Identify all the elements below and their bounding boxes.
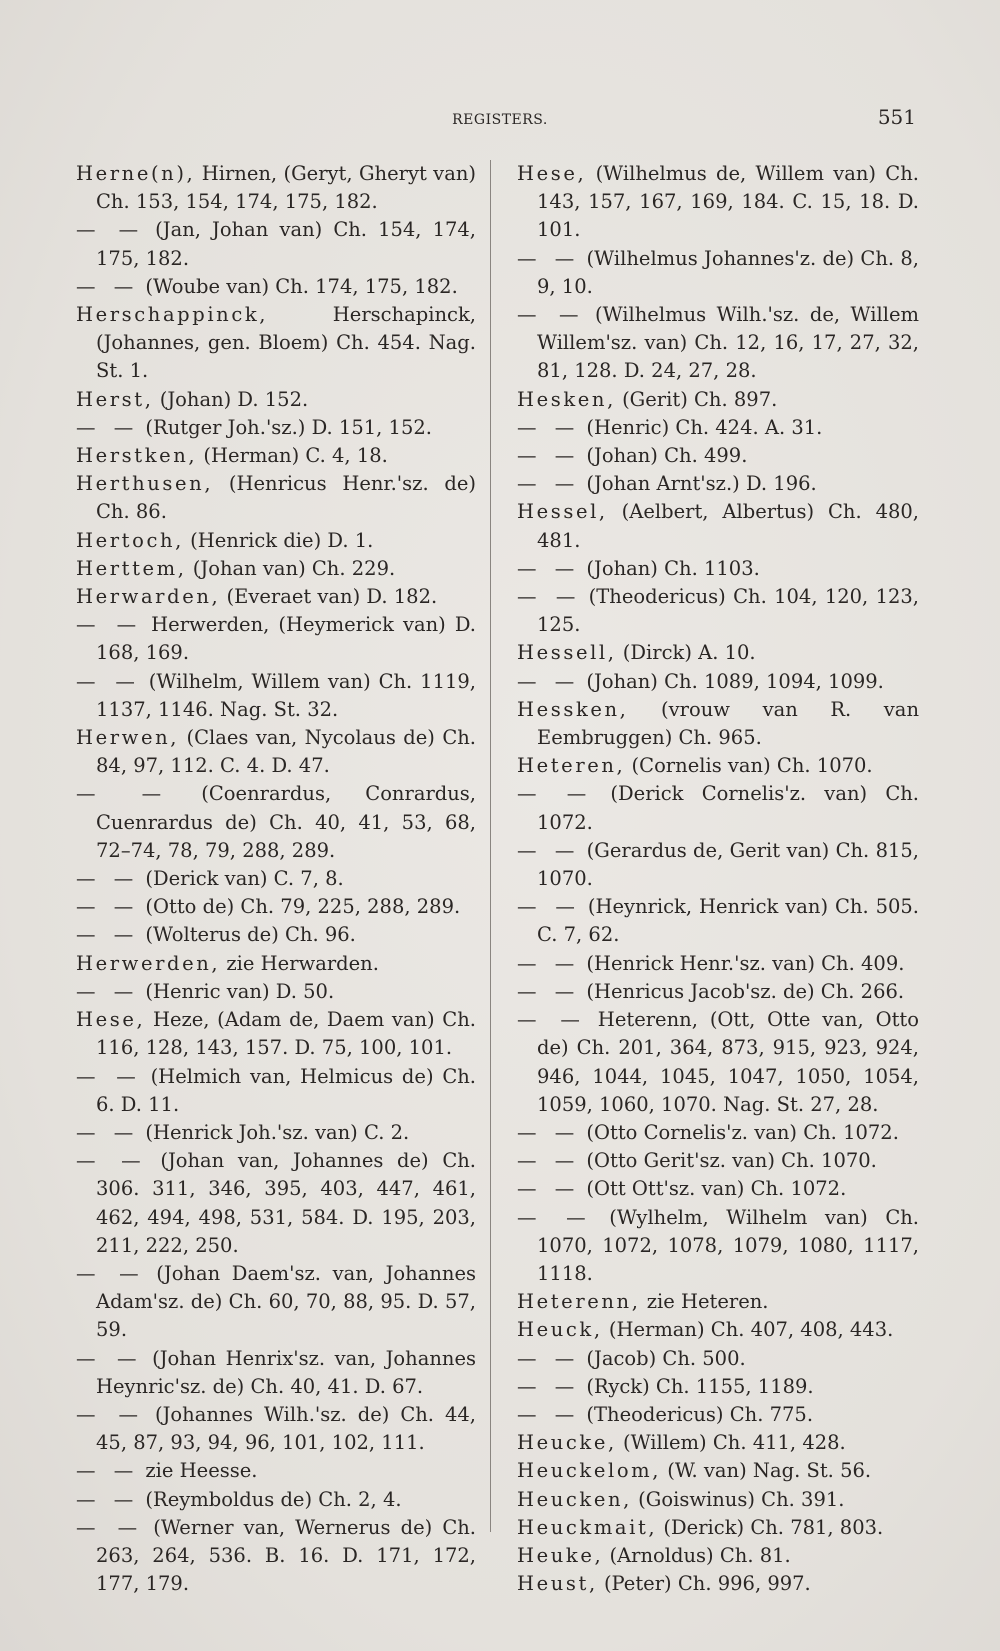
entry-text: (Peter) Ch. 996, 997. bbox=[597, 1572, 811, 1596]
entry-text: (Johannes Wilh.'sz. de) Ch. 44, 45, 87, 93, 94, 96, 101, 102, 111. bbox=[96, 1402, 476, 1455]
index-entry bbox=[517, 498, 919, 554]
entry-text: (Claes van, Nycolaus de) Ch. 84, 97, 112. C. 4. D. 47. bbox=[96, 726, 476, 778]
entry-text: (Reymboldus de) Ch. 2, 4. bbox=[139, 1487, 402, 1511]
index-subentry bbox=[76, 1260, 476, 1345]
index-entry bbox=[76, 386, 476, 414]
index-entry bbox=[76, 724, 476, 780]
index-subentry bbox=[76, 1063, 476, 1119]
entry-text: (Henrick die) D. 1. bbox=[183, 528, 374, 552]
entry-text: (Johan Arnt'sz.) D. 196. bbox=[580, 472, 817, 496]
index-subentry bbox=[76, 1457, 476, 1485]
ditto-dash: — — bbox=[517, 895, 581, 919]
entry-text: Hirnen, (Geryt, Gheryt van) Ch. 153, 154, 174, 175, 182. bbox=[96, 162, 476, 214]
index-entry bbox=[517, 1542, 919, 1570]
index-subentry bbox=[76, 978, 476, 1006]
ditto-dash: — — bbox=[76, 1515, 144, 1539]
entry-text: (Henrick Joh.'sz. van) C. 2. bbox=[139, 1120, 410, 1144]
entry-text: (Ryck) Ch. 1155, 1189. bbox=[580, 1374, 814, 1398]
index-subentry bbox=[517, 301, 919, 386]
entry-text: Herschapinck, (Johannes, gen. Bloem) Ch. 454. Nag. St. 1. bbox=[96, 303, 476, 383]
index-subentry bbox=[517, 1119, 919, 1147]
entry-text: zie Herwarden. bbox=[220, 951, 379, 975]
index-subentry bbox=[517, 245, 919, 301]
index-subentry bbox=[76, 216, 476, 272]
entry-text: (Johan Henrix'sz. van, Johannes Heynric'sz. de) Ch. 40, 41. D. 67. bbox=[96, 1346, 476, 1398]
index-entry bbox=[517, 696, 919, 752]
entry-text: (Gerardus de, Gerit van) Ch. 815, 1070. bbox=[537, 838, 920, 891]
index-subentry bbox=[517, 555, 919, 583]
entry-text: (Goiswinus) Ch. 391. bbox=[631, 1487, 845, 1511]
index-subentry bbox=[517, 837, 919, 893]
entry-surname: Herwerden, bbox=[76, 951, 221, 975]
index-entry bbox=[76, 555, 476, 583]
ditto-dash: — — bbox=[517, 556, 581, 580]
entry-text: (Henric van) D. 50. bbox=[139, 979, 335, 1003]
index-subentry bbox=[76, 1486, 476, 1514]
index-subentry bbox=[517, 893, 919, 949]
running-header: REGISTERS. bbox=[452, 112, 548, 128]
page-number: 551 bbox=[877, 105, 916, 129]
ditto-dash: — — bbox=[76, 979, 140, 1003]
entry-text: (Theodericus) Ch. 104, 120, 123, 125. bbox=[537, 585, 919, 637]
index-entry bbox=[517, 1514, 919, 1542]
index-entry bbox=[76, 442, 476, 470]
entry-surname: Heucke, bbox=[517, 1431, 617, 1455]
ditto-dash: — — bbox=[76, 895, 140, 919]
entry-text: (Derick Cornelis'z. van) Ch. 1072. bbox=[537, 782, 919, 834]
ditto-dash: — — bbox=[517, 979, 581, 1003]
index-subentry bbox=[76, 414, 476, 442]
entry-text: (Arnoldus) Ch. 81. bbox=[603, 1543, 791, 1567]
index-subentry bbox=[76, 611, 476, 667]
entry-text: (Wilhelmus Wilh.'sz. de, Willem Willem'sz. van) Ch. 12, 16, 17, 27, 32, 81, 128. D. 24, 27, 28. bbox=[537, 303, 919, 383]
ditto-dash: — — bbox=[76, 782, 168, 806]
index-entry bbox=[517, 1288, 919, 1316]
entry-surname: Herwen, bbox=[76, 726, 180, 750]
index-subentry bbox=[517, 668, 919, 696]
entry-surname: Heust, bbox=[517, 1572, 598, 1596]
index-entry bbox=[517, 1457, 919, 1485]
entry-text: (Wolterus de) Ch. 96. bbox=[139, 923, 356, 947]
index-subentry bbox=[517, 1373, 919, 1401]
index-subentry bbox=[76, 893, 476, 921]
entry-text: (Derick van) C. 7, 8. bbox=[139, 867, 344, 891]
entry-text: (Herman) Ch. 407, 408, 443. bbox=[602, 1318, 894, 1342]
ditto-dash: — — bbox=[76, 1459, 140, 1483]
entry-surname: Herstken, bbox=[76, 444, 198, 468]
entry-text: (Derick) Ch. 781, 803. bbox=[657, 1515, 884, 1539]
entry-text: (Aelbert, Albertus) Ch. 480, 481. bbox=[537, 500, 919, 552]
entry-text: (Johan van) Ch. 229. bbox=[186, 556, 396, 580]
index-entry bbox=[76, 160, 476, 216]
index-subentry bbox=[517, 950, 919, 978]
ditto-dash: — — bbox=[76, 218, 145, 242]
entry-text: (Dirck) A. 10. bbox=[616, 641, 756, 665]
entry-text: (Henricus Henr.'sz. de) Ch. 86. bbox=[96, 472, 476, 524]
entry-text: (Jan, Johan van) Ch. 154, 174, 175, 182. bbox=[96, 218, 477, 270]
index-subentry bbox=[76, 1147, 476, 1260]
ditto-dash: — — bbox=[517, 415, 581, 439]
entry-text: (Johan) Ch. 499. bbox=[580, 444, 748, 468]
index-entry bbox=[517, 1570, 919, 1598]
ditto-dash: — — bbox=[76, 613, 143, 637]
entry-text: Heze, (Adam de, Daem van) Ch. 116, 128, 143, 157. D. 75, 100, 101. bbox=[96, 1008, 476, 1060]
entry-text: (Wilhelmus de, Willem van) Ch. 143, 157, 167, 169, 184. C. 15, 18. D. 101. bbox=[537, 162, 919, 242]
index-subentry bbox=[76, 780, 476, 865]
ditto-dash: — — bbox=[76, 1487, 140, 1511]
ditto-dash: — — bbox=[517, 951, 581, 975]
entry-surname: Heuckelom, bbox=[517, 1459, 662, 1483]
index-subentry bbox=[517, 1006, 919, 1119]
index-entry bbox=[517, 160, 919, 245]
entry-surname: Hessel, bbox=[517, 500, 608, 524]
index-subentry bbox=[76, 1401, 476, 1457]
index-entry bbox=[76, 583, 476, 611]
ditto-dash: — — bbox=[76, 923, 140, 947]
entry-surname: Heterenn, bbox=[517, 1290, 641, 1314]
ditto-dash: — — bbox=[517, 472, 581, 496]
index-subentry bbox=[76, 865, 476, 893]
ditto-dash: — — bbox=[517, 1205, 592, 1229]
entry-surname: Herttem, bbox=[76, 556, 187, 580]
left-column bbox=[76, 160, 476, 1598]
column-divider bbox=[490, 160, 491, 1532]
index-subentry bbox=[76, 1514, 476, 1599]
ditto-dash: — — bbox=[76, 1261, 145, 1285]
ditto-dash: — — bbox=[517, 1177, 581, 1201]
index-subentry bbox=[517, 442, 919, 470]
entry-surname: Herthusen, bbox=[76, 472, 214, 496]
ditto-dash: — — bbox=[76, 415, 140, 439]
index-subentry bbox=[76, 1345, 476, 1401]
entry-text: (Otto Gerit'sz. van) Ch. 1070. bbox=[580, 1149, 877, 1173]
index-subentry bbox=[517, 583, 919, 639]
entry-text: (Otto de) Ch. 79, 225, 288, 289. bbox=[139, 895, 461, 919]
entry-text: (Helmich van, Helmicus de) Ch. 6. D. 11. bbox=[96, 1064, 477, 1116]
index-subentry bbox=[76, 1119, 476, 1147]
ditto-dash: — — bbox=[517, 246, 581, 270]
entry-surname: Heuckmait, bbox=[517, 1515, 658, 1539]
entry-surname: Heuke, bbox=[517, 1543, 604, 1567]
entry-text: (Everaet van) D. 182. bbox=[220, 585, 438, 609]
index-subentry bbox=[517, 978, 919, 1006]
ditto-dash: — — bbox=[517, 1374, 581, 1398]
ditto-dash: — — bbox=[517, 1120, 581, 1144]
index-subentry bbox=[517, 1147, 919, 1175]
index-entry bbox=[517, 639, 919, 667]
ditto-dash: — — bbox=[517, 585, 582, 609]
entry-text: (Cornelis van) Ch. 1070. bbox=[625, 754, 873, 778]
entry-surname: Heucken, bbox=[517, 1487, 632, 1511]
entry-text: (Henricus Jacob'sz. de) Ch. 266. bbox=[580, 979, 905, 1003]
entry-surname: Herne(n), bbox=[76, 162, 196, 185]
entry-text: (Theodericus) Ch. 775. bbox=[580, 1402, 814, 1426]
entry-text: (Henric) Ch. 424. A. 31. bbox=[580, 415, 823, 439]
index-entry bbox=[76, 527, 476, 555]
index-subentry bbox=[517, 470, 919, 498]
index-entry bbox=[517, 1316, 919, 1344]
ditto-dash: — — bbox=[517, 303, 585, 327]
right-column bbox=[517, 160, 919, 1598]
index-subentry bbox=[76, 921, 476, 949]
entry-surname: Hesken, bbox=[517, 387, 616, 411]
entry-text: (Jacob) Ch. 500. bbox=[580, 1346, 746, 1370]
ditto-dash: — — bbox=[76, 669, 141, 693]
entry-text: (Johan) D. 152. bbox=[153, 387, 309, 411]
entry-surname: Hese, bbox=[517, 162, 587, 185]
ditto-dash: — — bbox=[76, 867, 140, 891]
index-entry bbox=[76, 950, 476, 978]
ditto-dash: — — bbox=[517, 1346, 581, 1370]
index-subentry bbox=[517, 1175, 919, 1203]
entry-text: (Heynrick, Henrick van) Ch. 505. C. 7, 62. bbox=[537, 895, 919, 947]
index-subentry bbox=[517, 780, 919, 836]
ditto-dash: — — bbox=[517, 444, 581, 468]
entry-text: (Henrick Henr.'sz. van) Ch. 409. bbox=[580, 951, 905, 975]
entry-text: (Coenrardus, Conrardus, Cuenrardus de) Ch. 40, 41, 53, 68, 72–74, 78, 79, 288, 289. bbox=[96, 782, 477, 862]
ditto-dash: — — bbox=[517, 669, 581, 693]
entry-text: (Johan van, Johannes de) Ch. 306. 311, 346, 395, 403, 447, 461, 462, 494, 498, 531, 584. D. 195, 203, 211, 222, 250. bbox=[96, 1149, 477, 1257]
entry-surname: Heteren, bbox=[517, 754, 626, 778]
entry-surname: Hessken, bbox=[517, 697, 629, 721]
ditto-dash: — — bbox=[517, 838, 581, 862]
index-entry bbox=[517, 1486, 919, 1514]
index-subentry bbox=[517, 1345, 919, 1373]
ditto-dash: — — bbox=[76, 1120, 140, 1144]
entry-text: (Gerit) Ch. 897. bbox=[615, 387, 778, 411]
entry-surname: Herschappinck, bbox=[76, 303, 269, 327]
entry-text: (vrouw van R. van Eembruggen) Ch. 965. bbox=[537, 697, 919, 750]
ditto-dash: — — bbox=[517, 782, 593, 806]
entry-text: zie Heteren. bbox=[640, 1290, 769, 1314]
ditto-dash: — — bbox=[76, 1402, 144, 1426]
entry-text: (Johan) Ch. 1089, 1094, 1099. bbox=[580, 669, 884, 693]
index-entry bbox=[517, 1429, 919, 1457]
ditto-dash: — — bbox=[76, 1346, 143, 1370]
ditto-dash: — — bbox=[517, 1149, 581, 1173]
entry-surname: Herst, bbox=[76, 387, 154, 411]
entry-text: (Werner van, Wernerus de) Ch. 263, 264, 536. B. 16. D. 171, 172, 177, 179. bbox=[96, 1515, 476, 1596]
entry-text: (Ott Ott'sz. van) Ch. 1072. bbox=[580, 1177, 847, 1201]
ditto-dash: — — bbox=[76, 274, 140, 298]
index-entry bbox=[76, 470, 476, 526]
entry-text: (Wilhelmus Johannes'z. de) Ch. 8, 9, 10. bbox=[537, 246, 919, 298]
entry-text: (W. van) Nag. St. 56. bbox=[661, 1459, 872, 1483]
entry-text: zie Heesse. bbox=[139, 1459, 258, 1483]
entry-text: (Willem) Ch. 411, 428. bbox=[616, 1431, 846, 1455]
entry-text: (Woube van) Ch. 174, 175, 182. bbox=[139, 274, 458, 298]
entry-text: (Wylhelm, Wilhelm van) Ch. 1070, 1072, 1078, 1079, 1080, 1117, 1118. bbox=[537, 1205, 920, 1285]
ditto-dash: — — bbox=[76, 1064, 142, 1088]
entry-surname: Herwarden, bbox=[76, 585, 221, 609]
entry-text: Heterenn, (Ott, Otte van, Otto de) Ch. 201, 364, 873, 915, 923, 924, 946, 1044, 1045, 1047, 1050, 1054, 1059, 1060, 1070. Nag. St. 27, 28. bbox=[537, 1008, 919, 1116]
index-entry bbox=[517, 386, 919, 414]
entry-surname: Hertoch, bbox=[76, 528, 184, 552]
entry-text: (Johan) Ch. 1103. bbox=[580, 556, 760, 580]
ditto-dash: — — bbox=[76, 1149, 147, 1173]
index-subentry bbox=[517, 414, 919, 442]
entry-surname: Hese, bbox=[76, 1008, 146, 1032]
index-subentry bbox=[76, 273, 476, 301]
entry-text: (Johan Daem'sz. van, Johannes Adam'sz. de) Ch. 60, 70, 88, 95. D. 57, 59. bbox=[96, 1261, 477, 1342]
entry-text: (Otto Cornelis'z. van) Ch. 1072. bbox=[580, 1120, 899, 1144]
entry-surname: Hessell, bbox=[517, 641, 617, 665]
entry-text: (Herman) C. 4, 18. bbox=[197, 444, 388, 468]
ditto-dash: — — bbox=[517, 1008, 586, 1032]
entry-text: (Wilhelm, Willem van) Ch. 1119, 1137, 1146. Nag. St. 32. bbox=[96, 669, 476, 721]
entry-surname: Heuck, bbox=[517, 1318, 603, 1342]
index-subentry bbox=[76, 668, 476, 724]
index-entry bbox=[76, 301, 476, 386]
index-subentry bbox=[517, 1204, 919, 1289]
entry-text: (Rutger Joh.'sz.) D. 151, 152. bbox=[139, 415, 432, 439]
index-subentry bbox=[517, 1401, 919, 1429]
ditto-dash: — — bbox=[517, 1402, 581, 1426]
index-entry bbox=[517, 752, 919, 780]
index-entry bbox=[76, 1006, 476, 1062]
entry-text: Herwerden, (Heymerick van) D. 168, 169. bbox=[96, 613, 477, 665]
